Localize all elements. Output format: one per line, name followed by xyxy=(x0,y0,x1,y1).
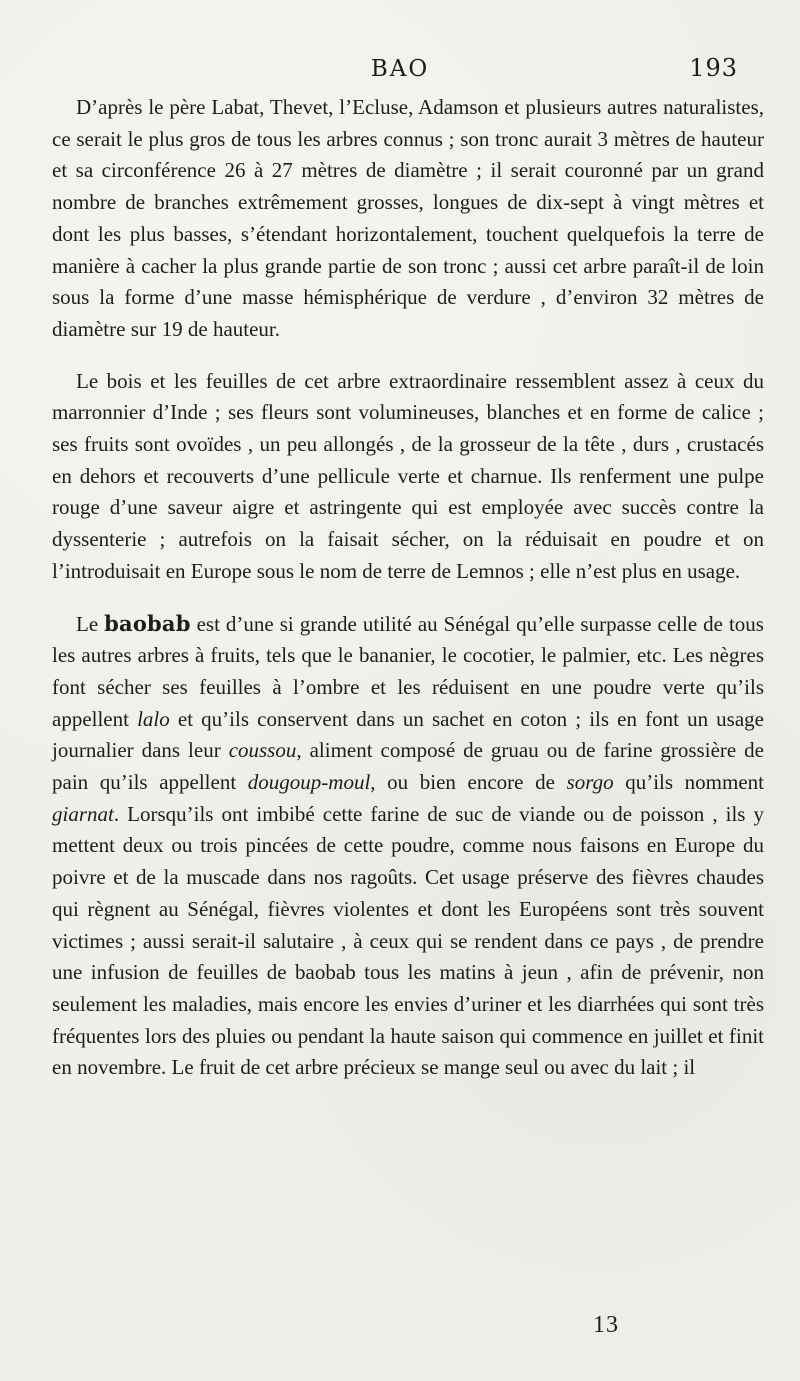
lalo-term: lalo xyxy=(137,706,170,731)
paragraph-3 xyxy=(52,608,764,1085)
paragraph-3-text-2: est d’une si grande utilité au Sénégal qu’elle surpasse celle de tous les autres arbres à fruits, tels que le bananier, le cocotier, le palmier, etc. Les nègres font sécher ses feuilles à l’ombre et les réduisent en une poudre verte qu’ils appellent xyxy=(52,611,764,731)
paragraph-1: D’après le père Labat, Thevet, l’Ecluse, Adamson et plusieurs autres naturalistes, ce serait le plus gros de tous les arbres connus ; son tronc aurait 3 mètres de hauteur et sa circonférence 26 à 27 mètres de diamètre ; il serait couronné par un grand nombre de branches extrêmement grosses, longues de dix-sept à vingt mètres et dont les plus basses, s’étendant horizontalement, touchent quelquefois la terre de manière à cacher la plus grande partie de son tronc ; aussi cet arbre paraît-il de loin sous la forme d’une masse hémisphérique de verdure , d’environ 32 mètres de diamètre sur 19 de hauteur. xyxy=(52,95,764,341)
coussou-term: coussou xyxy=(228,738,297,763)
paragraph-3-text-3: et qu’ils conservent dans un sachet en coton ; ils en font un usage journalier dans leur xyxy=(52,706,765,763)
dougoup-moul-term: dougoup-moul xyxy=(247,770,371,795)
paragraph-2: Le bois et les feuilles de cet arbre extraordinaire ressemblent assez à ceux du marronnier d’Inde ; ses fleurs sont volumineuses, blanches et en forme de calice ; ses fruits sont ovoïdes , un peu allongés , de la grosseur de la tête , durs , crustacés en dehors et recouverts d’une pellicule verte et charnue. Ils renferment une pulpe rouge d’une saveur aigre et astringente qui est employée avec succès contre la dyssenterie ; autrefois on la faisait sécher, on la réduisait en poudre et on l’introduisait en Europe sous le nom de terre de Lemnos ; elle n’est plus en usage. xyxy=(52,368,764,583)
running-head: BAO xyxy=(370,56,430,82)
paragraph-3-text-6: qu’ils nomment xyxy=(613,770,764,795)
paragraph-3-text-4: , aliment composé de gruau ou de farine grossière de pain qu’ils appellent xyxy=(52,738,764,795)
signature-mark: 13 xyxy=(593,1312,619,1338)
giarnat-term: giarnat xyxy=(52,801,114,826)
baobab-term: baobab xyxy=(104,610,191,636)
page-header xyxy=(0,56,800,90)
paragraph-3-text-7: . Lorsqu’ils ont imbibé cette farine de suc de viande ou de poisson , ils y mettent deux ou trois pincées de cette poudre, comme nous faisons en Europe du poivre et de la muscade dans nos ragoûts. Cet usage préserve des fièvres chaudes qui règnent au Sénégal, fièvres violentes et dont les Européens sont très souvent victimes ; aussi serait-il salutaire , à ceux qui se rendent dans ce pays , de prendre une infusion de feuilles de baobab tous les matins à jeun , afin de prévenir, non seulement les maladies, mais encore les envies d’uriner et les diarrhées qui sont très fréquentes lors des pluies ou pendant la haute saison qui commence en juillet et finit en novembre. Le fruit de cet arbre précieux se mange seul ou avec du lait ; il xyxy=(52,801,764,1080)
main-text xyxy=(52,92,764,1084)
page-number: 193 xyxy=(689,54,738,82)
sorgo-term: sorgo xyxy=(566,770,614,795)
paragraph-3-text-5: , ou bien encore de xyxy=(370,770,567,795)
paragraph-3-text-1: Le xyxy=(76,611,105,636)
